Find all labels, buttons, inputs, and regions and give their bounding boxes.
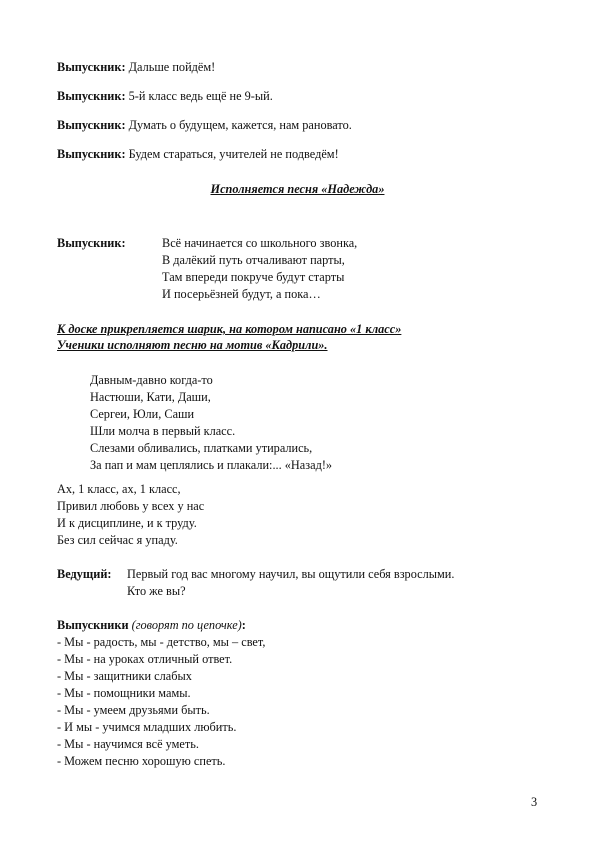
dialogue-line — [57, 118, 352, 133]
graduates-colon: : — [241, 618, 246, 632]
dialogue-text: 5-й класс ведь ещё не 9-ый. — [125, 89, 273, 103]
chain-line: - Мы - помощники мамы. — [57, 686, 191, 700]
speaker-label: Выпускник: — [57, 60, 126, 74]
dialogue-line — [57, 147, 339, 162]
chain-line: - Мы - защитники слабых — [57, 669, 192, 683]
stage-direction: Ученики исполняют песню на мотив «Кадрили». — [57, 338, 328, 352]
chain-line: - Мы - умеем друзьями быть. — [57, 703, 210, 717]
graduates-label: Выпускники — [57, 618, 129, 632]
song-line: Ах, 1 класс, ах, 1 класс, — [57, 482, 181, 496]
song-line: Слезами обливались, платками утирались, — [90, 441, 313, 455]
chain-line: - Мы - радость, мы - детство, мы – свет, — [57, 635, 266, 649]
verse-line: Всё начинается со школьного звонка, — [162, 236, 358, 250]
dialogue-line — [57, 89, 273, 104]
stage-direction: К доске прикрепляется шарик, на котором написано «1 класс» — [57, 322, 402, 336]
verse-line: В далёкий путь отчаливают парты, — [162, 253, 345, 267]
chain-line: - Можем песню хорошую спеть. — [57, 754, 226, 768]
graduates-heading — [57, 618, 246, 633]
song-line: Привил любовь у всех у нас — [57, 499, 205, 513]
speaker-label: Выпускник: — [57, 118, 126, 132]
speaker-label: Выпускник: — [57, 89, 126, 103]
song-line: За пап и мам цеплялись и плакали:... «Назад!» — [90, 458, 333, 472]
dialogue-text: Думать о будущем, кажется, нам рановато. — [125, 118, 352, 132]
song-line: Шли молча в первый класс. — [90, 424, 236, 438]
host-speaker: Ведущий: — [57, 567, 112, 581]
verse-line: Там впереди покруче будут старты — [162, 270, 345, 284]
verse-speaker: Выпускник: — [57, 236, 126, 250]
song-line: И к дисциплине, и к труду. — [57, 516, 197, 530]
chain-line: - Мы - на уроках отличный ответ. — [57, 652, 233, 666]
song-line: Сергеи, Юли, Саши — [90, 407, 195, 421]
chain-line: - Мы - научимся всё уметь. — [57, 737, 199, 751]
song-heading: Исполняется песня «Надежда» — [210, 182, 385, 196]
dialogue-text: Будем стараться, учителей не подведём! — [125, 147, 339, 161]
dialogue-line — [57, 60, 215, 75]
host-line: Кто же вы? — [127, 584, 186, 598]
song-line: Без сил сейчас я упаду. — [57, 533, 178, 547]
host-line: Первый год вас многому научил, вы ощутили себя взрослыми. — [127, 567, 455, 581]
song-line: Давным-давно когда-то — [90, 373, 213, 387]
song-line: Настюши, Кати, Даши, — [90, 390, 211, 404]
chain-line: - И мы - учимся младших любить. — [57, 720, 237, 734]
dialogue-text: Дальше пойдём! — [125, 60, 216, 74]
verse-line: И посерьёзней будут, а пока… — [162, 287, 321, 301]
graduates-note: (говорят по цепочке) — [131, 618, 242, 632]
speaker-label: Выпускник: — [57, 147, 126, 161]
page-number: 3 — [531, 795, 538, 809]
